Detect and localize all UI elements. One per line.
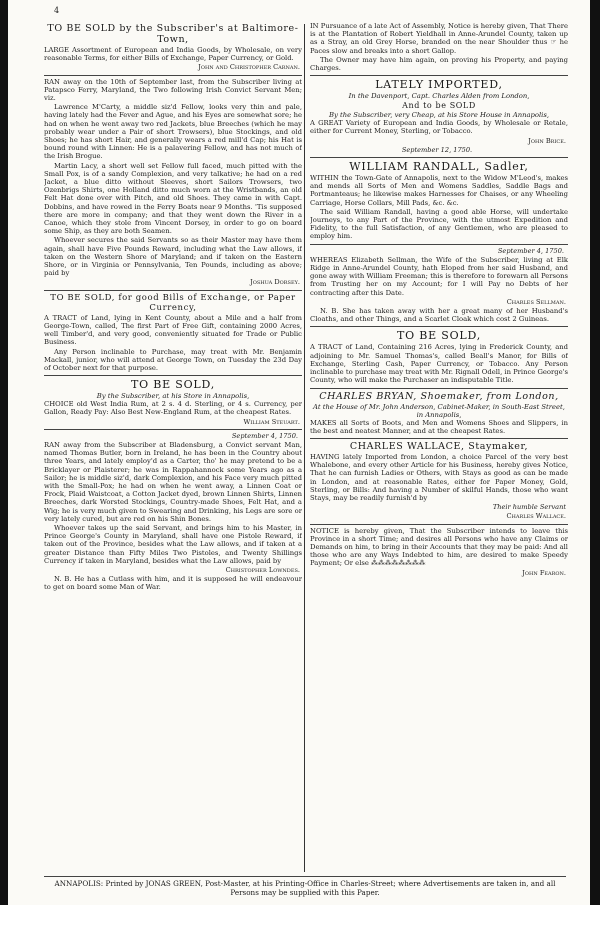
- ad-heading: TO BE SOLD,: [130, 378, 216, 392]
- ad-heading: CHARLES BRYAN, Shoemaker, from London,: [319, 390, 559, 402]
- ad-paragraph: Lawrence M'Carty, a middle siz'd Fellow, looks very thin and pale, having lately had the Fever and Ague, and his Eyes are somewhat sore; he had on when he went away two red Jackets, blue Breeches (which he may probably wear under a Pair of short Trowsers), blue Stockings, and old Shoes; he has short Hair, and generally wears a red mill'd Cap; his Hat is bound round with Linnen: He is a palavering Fellow, and has not much of the Irish Brogue.: [44, 103, 302, 161]
- ad-signature: John Brice.: [528, 136, 566, 145]
- left-column: [44, 22, 302, 872]
- ad-paragraph: WHEREAS Elizabeth Sellman, the Wife of the Subscriber, living at Elk Ridge in Anne-Arundel County, hath Eloped from her said Husband, and gone away with William Freeman; this is therefore to forewarn all Persons from Trusting her on my Account; for I will Pay no Debts of her contracting after this Date.: [310, 255, 568, 297]
- ad-paragraph: Whoever takes up the said Servant, and brings him to his Master, in Prince George's County in Maryland, shall have one Pistole Reward, if taken out of the Province, besides what the Law allows, and if taken at a greater Distance than Fifty Miles Two Pistoles, and Twenty Shillings Currency if taken in Maryland, besides what the Law allows, paid by: [44, 523, 302, 565]
- ad-paragraph: RAN away from the Subscriber at Bladensburg, a Convict servant Man, named Thomas Butler, born in Ireland, he has been in the Country about three Years, and lately employ'd as a Carter, tho' he may pretend to be a Bricklayer or Plaisterer; he was in Rappahannock some Years ago as a Sailor; he is middle siz'd, dark Complexion, and his Face very much pitted with the Small-Pox; he had on when he went away, a Linnen Coat or Frock, Plaid Waistcoat, a Cotton Jacket dyed, brown Linnen Shirts, Linnen Breeches, dark Worsted Stockings, Country-made Shoes, Felt Hat, and a Wig; he is very much given to Swearing and Drinking, his Legs are sore or very lately cured, but are red on his Shin Bones.: [44, 440, 302, 523]
- ad-signature: Charles Wallace.: [506, 512, 566, 521]
- ad-runaway-lowndes: [44, 432, 302, 595]
- ad-paragraph: A TRACT of Land, lying in Kent County, about a Mile and a half from George-Town, called, The first Part of Free Gift, containing 2000 Acres, well Timber'd, and very good, conveniently situated for Trade or Public Business.: [44, 313, 302, 347]
- printer-imprint: ANNAPOLIS: Printed by JONAS GREEN, Post-Master, at his Printing-Office in Charles-Street; where Advertisements are taken in, and all Persons may be supplied with this Paper.: [44, 876, 566, 897]
- scan-left-edge: [0, 0, 8, 927]
- ad-heading: TO BE SOLD,: [396, 329, 482, 343]
- ad-body: MAKES all Sorts of Boots, and Men and Womens Shoes and Slippers, in the best and neatest Manner, and at the cheapest Rates.: [310, 418, 568, 435]
- ad-heading: LATELY IMPORTED,: [375, 78, 503, 92]
- ad-signature: John Fearon.: [522, 568, 566, 577]
- ad-heading: CHARLES WALLACE, Staymaker,: [349, 440, 529, 452]
- ad-date: September 4, 1750.: [497, 246, 564, 255]
- ad-subheading: By the Subscriber, very Cheap, at his Store House in Annapolis,: [328, 111, 549, 120]
- ad-paragraph: WITHIN the Town-Gate of Annapolis, next to the Widow M'Leod's, makes and mends all Sorts of Men and Womens Saddles, Saddle Bags and Portmanteaus; he likewise makes Harnesses for Chaises, or any Wheeling Carriage, Horse Collars, Mill Pads, &c. &c.: [310, 174, 568, 207]
- ad-body: LARGE Assortment of European and India Goods, by Wholesale, on very reasonable Terms, for either Bills of Exchange, Paper Currency, or Gold.: [44, 46, 302, 63]
- ad-land-frederick-county: [310, 329, 568, 388]
- ad-date: September 12, 1750.: [401, 145, 473, 154]
- ad-signature: Joshua Dorsey.: [250, 278, 300, 287]
- ad-date: September 4, 1750.: [231, 431, 298, 440]
- ad-subheading: And to be SOLD: [402, 101, 476, 111]
- ad-wallace-staymaker: [310, 441, 568, 525]
- ad-sellman-notice: [310, 247, 568, 328]
- ad-body: NOTICE is hereby given, That the Subscriber intends to leave this Province in a short Time; and desires all Persons who have any Claims or Demands on him, to bring in their Accounts that they may be paid: And all those who are any Ways Indebted to him, are desired to make Speedy Payment; Or else ⁂⁂⁂⁂⁂⁂⁂⁂: [310, 526, 568, 568]
- ad-carnan-goods: [44, 23, 302, 76]
- ad-paragraph: Martin Lacy, a short well set Fellow full faced, much pitted with the Small Pox, is of a sandy Complexion, and very talkative; he had on a red Jacket, a blue ditto without Sleeves, short Sailors Trowsers, two Ozenbrigs Shirts, one Holland ditto much worn at the Wristbands, an old Felt Hat done over with Pitch, and old Shoes. They came in with Capt. Dobbins, and have rowed in the Ferry Boats near 9 Months. 'Tis supposed there are more in company; and that they went down the River in a Canoe, which they stole from Vincent Dorsey, in order to go on board some Ship, as they are both Seamen.: [44, 161, 302, 236]
- ad-heading: TO BE SOLD by the Subscriber's at Baltimore-Town,: [47, 23, 299, 45]
- ad-randall-sadler: [310, 160, 568, 245]
- ad-body: A TRACT of Land, Containing 216 Acres, lying in Frederick County, and adjoining to Mr. Samuel Thomas's, called Beall's Manor, for Bills of Exchange, Sterling Cash, Paper Currency, or Tobacco. Any Person inclinable to purchase may treat with Mr. Rignall Odell, in Prince George's County, who will make the Purchaser an indisputable Title.: [310, 343, 568, 385]
- ad-subheading: At the House of Mr. John Anderson, Cabinet-Maker, in South-East Street, in Annapolis,: [313, 402, 565, 419]
- ad-body: A GREAT Variety of European and India Goods, by Wholesale or Retale, either for Current Money, Sterling, or Tobacco.: [310, 119, 568, 136]
- ad-paragraph: The Owner may have him again, on proving his Property, and paying Charges.: [310, 55, 568, 73]
- ad-body: IN Pursuance of a late Act of Assembly, Notice is hereby given, That There is at the Plantation of Robert Yieldhall in Anne-Arundel County, taken up as a Stray, an old Grey Horse, branded on the near Shoulder thus ☞ he Paces slow and breaks into a short Gallop.: [310, 22, 568, 55]
- ad-signature: John and Christopher Carnan.: [198, 63, 300, 72]
- ad-signature: Christopher Lowndes.: [225, 565, 300, 574]
- ad-paragraph: RAN away on the 10th of September last, from the Subscriber living at Patapsco Ferry, Maryland, the Two following Irish Convict Servant Men; viz.: [44, 77, 302, 103]
- ad-land-kent-county: [44, 293, 302, 376]
- right-column: [310, 22, 568, 872]
- ad-paragraph: Any Person inclinable to Purchase, may treat with Mr. Benjamin Mackall, junior, who will attend at George Town, on Tuesday the 23d Day of October next for that purpose.: [44, 347, 302, 372]
- page-bottom-margin: [0, 905, 600, 927]
- ad-body: CHOICE old West India Rum, at 2 s. 4 d. Sterling, or 4 s. Currency, per Gallon, Ready Pay: Also Best New-England Rum, at the cheapest Rates.: [44, 400, 302, 417]
- ad-paragraph: The said William Randall, having a good able Horse, will undertake Journeys, to any Part of the Province, with the utmost Expedition and Fidelity, to the full Satisfaction, of any Gentlemen, who are pleased to employ him.: [310, 207, 568, 241]
- ad-lately-imported: [310, 78, 568, 158]
- scan-right-edge: [590, 0, 600, 927]
- ad-paragraph: Whoever secures the said Servants so as their Master may have them again, shall have Five Pounds Reward, including what the Law allows, if taken on the Western Shore of Maryland; and if taken on the Eastern Shore, or in Virginia or Pennsylvania, Ten Pounds, including as above; paid by: [44, 236, 302, 278]
- ad-nota-bene: N. B. He has a Cutlass with him, and it is supposed he will endeavour to get on board some Man of War.: [44, 575, 302, 592]
- ad-body: HAVING lately Imported from London, a choice Parcel of the very best Whalebone, and every other Article for his Business, hereby gives Notice, That he can furnish Ladies or Others, with Stays as good as can be made in London, and at reasonable Rates, either for Paper Money, Gold, Sterling, or Bills: And having a Number of skilful Hands, those who want Stays, may be readily furnish'd by: [310, 452, 568, 502]
- ad-steuart-rum: [44, 378, 302, 430]
- ad-fearon-notice: [310, 527, 568, 580]
- ad-runaway-dorsey: [44, 78, 302, 291]
- ad-subheading: By the Subscriber, at his Store in Annapolis,: [96, 392, 250, 401]
- ad-stray-horse: [310, 22, 568, 76]
- ad-subheading: In the Davenport, Capt. Charles Alden from London,: [348, 92, 530, 101]
- page-number: 4: [54, 6, 60, 15]
- ad-heading: WILLIAM RANDALL, Sadler,: [349, 160, 529, 174]
- ad-heading: TO BE SOLD, for good Bills of Exchange, or Paper Currency,: [50, 292, 296, 313]
- ad-closing: Their humble Servant: [492, 503, 566, 512]
- ad-bryan-shoemaker: [310, 391, 568, 439]
- ad-nota-bene: N. B. She has taken away with her a great many of her Husband's Cloaths, and other Things, and a Scarlet Cloak which cost 2 Guineas.: [310, 307, 568, 324]
- ad-signature: William Steuart.: [243, 417, 300, 426]
- ad-signature: Charles Sellman.: [506, 297, 566, 306]
- column-divider: [304, 24, 305, 872]
